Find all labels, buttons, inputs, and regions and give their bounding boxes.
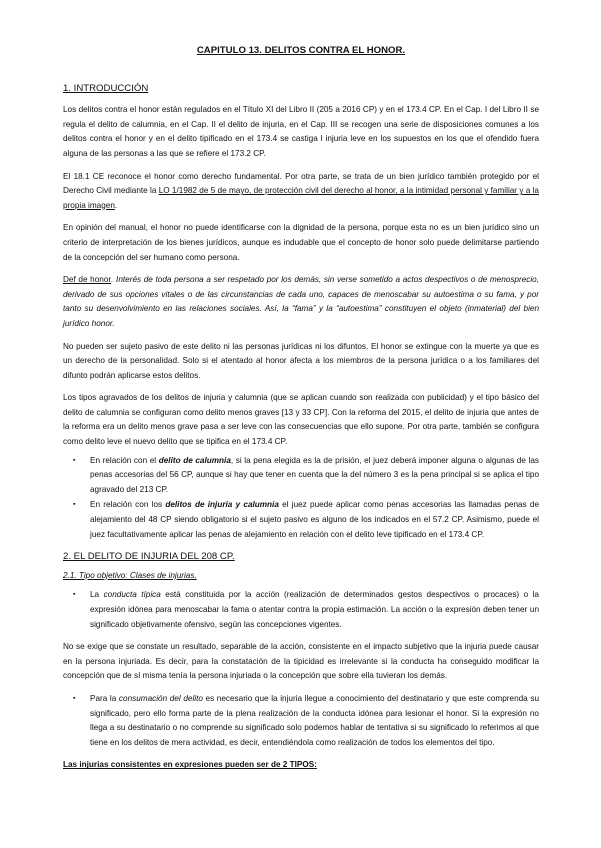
bullet-icon: ▪ <box>73 591 76 599</box>
emphasis-text: delitos de injuria y calumnia <box>165 500 279 510</box>
paragraph-text: . <box>114 200 118 210</box>
paragraph: En opinión del manual, el honor no puede identificarse con la dignidad de la persona, porque esta no es un bien jurídico sino un criterio de interpretación de los bienes jurídicos, aunque es indudable que el concepto de honor solo puede delimitarse partiendo de la concepción del ser humano como persona. <box>63 223 539 262</box>
definition-text: . Interés de toda persona a ser respetado por los demás, sin verse sometido a actos despectivos o de menosprecio, derivado de sus opciones vitales o de las circunstancias de cada uno, capaces de menoscabar su autoestima o su fama, y por tanto su desenvolvimiento en las relaciones sociales. Así, la “fama” y la “autoestima” constituyen el objeto (inmaterial) del bien jurídico honor. <box>63 275 540 328</box>
bullet-icon: ▪ <box>73 501 76 509</box>
paragraph: Los tipos agravados de los delitos de injuria y calumnia (que se aplican cuando son realizada con publicidad) y el tipo básico del delito de calumnia se configuran como delito menos graves [13 y 33 CP]. Con la reforma del 2015, el delito de injuria que antes de la reforma era un delito menos grave pasa a ser leve con las consecuencias que ello supone. Por otra parte, también se configura como delito leve el nuevo delito que se tipifica en el 173.4 CP. <box>63 393 539 447</box>
emphasis-text: consumación del delito <box>118 693 203 703</box>
emphasis-text: conducta típica <box>103 590 161 600</box>
list-item-text: es necesario que la injuria llegue a conocimiento del destinatario y que este comprenda su significado, pero ello forma parte de la plena realización de la conducta idónea para lesionar el honor. Si la expresión no llega a su destinatario o no comprende su significado solo podemos hablar de tentativa si su significado lo referimos al que tiene en los delitos de mera actividad, es decir, entendiéndola como realización de todos los elementos del tipo. <box>90 693 539 747</box>
section-heading-introduccion: 1. INTRODUCCIÓN <box>63 82 149 94</box>
bullet-list <box>63 454 539 543</box>
list-item-text: Para la <box>90 693 119 703</box>
paragraph <box>63 170 539 214</box>
emphasis-text: delito de calumnia <box>158 455 231 465</box>
law-reference: LO 1/1982 de 5 de mayo, de protección civil del derecho al honor, a la intimidad personal y familiar y a la propia imagen <box>63 186 539 210</box>
list-item <box>63 498 539 542</box>
list-item-text: está constituida por la acción (realización de determinados gestos despectivos o procaces) o la expresión idónea para menoscabar la fama o atentar contra la propia estimación. La acción o la expresión deben tener un significado objetivamente ofensivo, según las concepciones vigentes. <box>90 590 539 629</box>
bullet-list <box>63 588 539 632</box>
bullet-list <box>63 692 539 750</box>
paragraph: Los delitos contra el honor están regulados en el Título XI del Libro II (205 a 2016 CP) y en el 173.4 CP. En el Cap. I del Libro II se regula el delito de calumnia, en el Cap. II el delito de injuria, en el Cap. III se recogen una serie de disposiciones comunes a los delitos contra el honor y en el delito tipificado en el 173.4 se castiga l injuria leve en los supuestos en los que el ofendido fuera alguna de las personas a las que se refiere el 173.2 CP. <box>63 105 539 158</box>
list-item-text: En relación con el <box>90 455 159 465</box>
paragraph: No pueden ser sujeto pasivo de este delito ni las personas jurídicas ni los difuntos. El honor se extingue con la muerte ya que es un derecho de la personalidad. Solo si el atentado al honor afecta a los miembros de la persona jurídica o a los familiares del difunto podrán aplicarse estos delitos. <box>63 341 539 380</box>
closing-heading-count: 2 TIPOS <box>282 760 315 770</box>
definition-paragraph <box>63 273 539 331</box>
paragraph: No se exige que se constate un resultado, separable de la acción, consistente en el impacto subjetivo que la injuria puede causar en la persona injuriada. Es decir, para la constatación de la tipicidad es irrelevante si la conducta ha conseguido modificar la concepción que de sí misma tenía la persona injuriada o la concepción que sobre ella tuvieran los demás. <box>63 642 539 681</box>
subsection-heading: 2.1. Tipo objetivo: Clases de injurias. <box>63 570 197 580</box>
list-item-text: el juez puede aplicar como penas accesorias las llamadas penas de alejamiento del 48 CP siendo obligatorio si el sujeto pasivo es alguno de los indicados en el 57.2 CP. Asimismo, puede el juez facultativamente aplicar las penas de alejamiento en relación con el delito leve tipificado en el 173.4 CP. <box>90 500 539 539</box>
closing-heading <box>63 758 539 773</box>
list-item-text: , si la pena elegida es la de prisión, el juez deberá imponer alguna o algunas de las penas accesorias del 56 CP, aunque si hay que tener en cuenta que la del número 3 es la pena principal si se aplica el tipo agravado del 213 CP. <box>90 455 539 494</box>
list-item <box>63 588 539 632</box>
closing-heading-text: Las injurias consistentes en expresiones pueden ser de <box>63 760 283 770</box>
bullet-icon: ▪ <box>73 456 76 464</box>
page-title: CAPITULO 13. DELITOS CONTRA EL HONOR. <box>196 45 406 56</box>
closing-heading-text: : <box>314 760 317 770</box>
list-item-text: En relación con los <box>90 500 166 510</box>
bullet-icon: ▪ <box>73 694 76 702</box>
list-item <box>63 454 539 498</box>
paragraph-text: El 18.1 CE reconoce el honor como derecho fundamental. Por otra parte, se trata de un bien jurídico también protegido por el Derecho Civil mediante la <box>63 171 539 196</box>
definition-label: Def de honor <box>63 275 112 285</box>
list-item <box>63 692 539 750</box>
section-heading-delito-injuria: 2. EL DELITO DE INJURIA DEL 208 CP. <box>63 551 235 563</box>
list-item-text: La <box>90 590 104 600</box>
